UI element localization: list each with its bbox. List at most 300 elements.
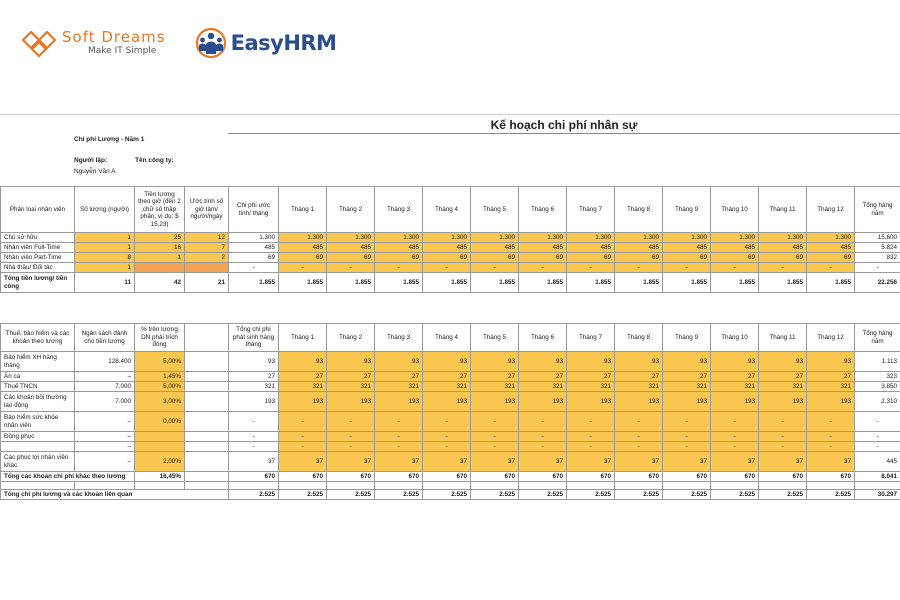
month-cell: 27 bbox=[615, 372, 663, 382]
month-cell: 321 bbox=[375, 382, 423, 392]
row-label: Tổng chi phí lương và các khoản liên quan bbox=[1, 490, 229, 500]
month-cell: 670 bbox=[663, 472, 711, 482]
month-cell: 1.855 bbox=[423, 273, 471, 293]
blank-cell bbox=[1, 482, 75, 490]
tax-header-row bbox=[1, 324, 900, 352]
hourly-wage-cell: 16 bbox=[135, 243, 185, 253]
hours-cell: 2 bbox=[185, 253, 229, 263]
budget-cell: 128.400 bbox=[75, 352, 135, 372]
month-cell: 1.300 bbox=[423, 233, 471, 243]
header-hourly-wage: Tiền lương theo giờ (đến 2 chữ số thập phân, ví dụ: $ 15,23) bbox=[135, 187, 185, 233]
annual-total-cell: 832 bbox=[855, 253, 900, 263]
month-cell: 193 bbox=[471, 392, 519, 412]
month-cell: 670 bbox=[471, 472, 519, 482]
month-cell: - bbox=[375, 412, 423, 432]
month-cell: 1.855 bbox=[807, 273, 855, 293]
hourly-wage-cell: 1 bbox=[135, 253, 185, 263]
month-cell: 670 bbox=[567, 472, 615, 482]
header-month: Tháng 5 bbox=[471, 324, 519, 352]
header-month: Tháng 2 bbox=[327, 187, 375, 233]
month-cell: - bbox=[759, 442, 807, 452]
salary-header-row bbox=[1, 187, 900, 233]
month-cell: 193 bbox=[375, 392, 423, 412]
month-cell: 485 bbox=[423, 243, 471, 253]
table-row bbox=[1, 233, 900, 243]
month-cell: 69 bbox=[615, 253, 663, 263]
month-cell: - bbox=[567, 412, 615, 432]
month-cell: 69 bbox=[375, 253, 423, 263]
row-label: Bảo hiểm sức khỏe nhân viên bbox=[1, 412, 75, 432]
month-cell: 93 bbox=[663, 352, 711, 372]
month-cell: - bbox=[615, 442, 663, 452]
spacer-cell bbox=[185, 472, 229, 482]
month-cell: 1.855 bbox=[375, 273, 423, 293]
month-cell: 193 bbox=[663, 392, 711, 412]
monthly-cost-cell: 1.300 bbox=[229, 233, 279, 243]
header-month: Tháng 4 bbox=[423, 187, 471, 233]
month-cell: 69 bbox=[279, 253, 327, 263]
month-cell: 321 bbox=[519, 382, 567, 392]
month-cell: 69 bbox=[423, 253, 471, 263]
month-cell: 37 bbox=[519, 452, 567, 472]
percent-cell: 1,45% bbox=[135, 372, 185, 382]
hours-cell: 12 bbox=[185, 233, 229, 243]
month-cell: - bbox=[663, 412, 711, 432]
month-cell: - bbox=[807, 412, 855, 432]
softdreams-diamond-icon bbox=[22, 28, 56, 58]
table-row bbox=[1, 263, 900, 273]
header-month: Tháng 10 bbox=[711, 187, 759, 233]
month-cell: 37 bbox=[615, 452, 663, 472]
month-cell: 1.855 bbox=[759, 273, 807, 293]
month-cell: 193 bbox=[567, 392, 615, 412]
count-cell: 11 bbox=[75, 273, 135, 293]
row-label: Các phúc lợi nhân viên khác bbox=[1, 452, 75, 472]
salary-total-row bbox=[1, 273, 900, 293]
blank-cell bbox=[135, 482, 185, 490]
month-cell: - bbox=[327, 412, 375, 432]
month-cell: - bbox=[423, 432, 471, 442]
month-cell: 670 bbox=[279, 472, 327, 482]
spacer-cell bbox=[185, 382, 229, 392]
header-month: Tháng 1 bbox=[279, 187, 327, 233]
table-row bbox=[1, 352, 900, 372]
month-cell: - bbox=[615, 263, 663, 273]
month-cell: - bbox=[471, 263, 519, 273]
month-cell: - bbox=[807, 263, 855, 273]
hours-cell bbox=[185, 263, 229, 273]
table-row bbox=[1, 452, 900, 472]
header-budget: Ngân sách dành cho tiền lương bbox=[75, 324, 135, 352]
blank-cell bbox=[279, 482, 327, 490]
header-month: Tháng 1 bbox=[279, 324, 327, 352]
monthly-cost-cell: - bbox=[229, 442, 279, 452]
month-cell: 93 bbox=[711, 352, 759, 372]
row-label: Nhà thầu/ Đối tác bbox=[1, 263, 75, 273]
spacer-cell bbox=[185, 432, 229, 442]
month-cell: - bbox=[615, 412, 663, 432]
month-cell: 1.855 bbox=[471, 273, 519, 293]
row-label: Tổng các khoản chi phí khác theo lương bbox=[1, 472, 135, 482]
month-cell: 69 bbox=[711, 253, 759, 263]
header-month: Tháng 5 bbox=[471, 187, 519, 233]
month-cell: 2.525 bbox=[807, 490, 855, 500]
blank-cell bbox=[185, 482, 229, 490]
month-cell: 2.525 bbox=[519, 490, 567, 500]
month-cell: - bbox=[759, 263, 807, 273]
header-tax-annual-total: Tổng hàng năm bbox=[855, 324, 900, 352]
month-cell: 27 bbox=[327, 372, 375, 382]
month-cell: - bbox=[663, 263, 711, 273]
month-cell: 1.300 bbox=[567, 233, 615, 243]
month-cell: - bbox=[471, 442, 519, 452]
softdreams-name: Soft Dreams bbox=[62, 28, 166, 46]
month-cell: 1.855 bbox=[519, 273, 567, 293]
blank-cell bbox=[75, 482, 135, 490]
month-cell: - bbox=[519, 432, 567, 442]
month-cell: - bbox=[711, 442, 759, 452]
month-cell: 2.525 bbox=[423, 490, 471, 500]
month-cell: - bbox=[279, 412, 327, 432]
budget-cell: – bbox=[75, 432, 135, 442]
monthly-cost-cell: 321 bbox=[229, 382, 279, 392]
count-cell: 8 bbox=[75, 253, 135, 263]
month-cell: 37 bbox=[471, 452, 519, 472]
month-cell: 485 bbox=[759, 243, 807, 253]
header-hours: Ước tính số giờ làm/ người/ngày bbox=[185, 187, 229, 233]
month-cell: 485 bbox=[663, 243, 711, 253]
month-cell: - bbox=[375, 432, 423, 442]
annual-total-cell: 323 bbox=[855, 372, 900, 382]
easyhrm-logo bbox=[194, 28, 337, 58]
monthly-cost-cell: 27 bbox=[229, 372, 279, 382]
percent-cell: 16,45% bbox=[135, 472, 185, 482]
month-cell: 93 bbox=[471, 352, 519, 372]
month-cell: 27 bbox=[807, 372, 855, 382]
month-cell: 27 bbox=[375, 372, 423, 382]
blank-cell bbox=[759, 482, 807, 490]
table-row bbox=[1, 412, 900, 432]
budget-cell: 7.000 bbox=[75, 382, 135, 392]
month-cell: 193 bbox=[423, 392, 471, 412]
month-cell: 37 bbox=[327, 452, 375, 472]
month-cell: 193 bbox=[759, 392, 807, 412]
month-cell: 485 bbox=[327, 243, 375, 253]
header-month: Tháng 4 bbox=[423, 324, 471, 352]
header-month: Tháng 9 bbox=[663, 324, 711, 352]
month-cell: 485 bbox=[615, 243, 663, 253]
month-cell: - bbox=[327, 263, 375, 273]
table-row bbox=[1, 432, 900, 442]
month-cell: - bbox=[807, 442, 855, 452]
month-cell: 321 bbox=[423, 382, 471, 392]
month-cell: 69 bbox=[471, 253, 519, 263]
month-cell: - bbox=[279, 263, 327, 273]
month-cell: 27 bbox=[519, 372, 567, 382]
annual-total-cell: 15.600 bbox=[855, 233, 900, 243]
blank-cell bbox=[807, 482, 855, 490]
month-cell: 93 bbox=[375, 352, 423, 372]
month-cell: 193 bbox=[711, 392, 759, 412]
annual-total-cell: 5.824 bbox=[855, 243, 900, 253]
header-month: Tháng 11 bbox=[759, 324, 807, 352]
header-monthly-cost: Chi phí ước tính/ tháng bbox=[229, 187, 279, 233]
month-cell: 485 bbox=[807, 243, 855, 253]
month-cell: 37 bbox=[279, 452, 327, 472]
annual-total-cell: 22.256 bbox=[855, 273, 900, 293]
annual-total-cell: - bbox=[855, 432, 900, 442]
month-cell: - bbox=[663, 432, 711, 442]
month-cell: 37 bbox=[375, 452, 423, 472]
month-cell: 1.300 bbox=[807, 233, 855, 243]
monthly-cost-cell: - bbox=[229, 432, 279, 442]
blank-cell bbox=[567, 482, 615, 490]
row-label: Bảo hiểm XH hàng tháng bbox=[1, 352, 75, 372]
header-tax-monthly: Tổng chi phí phát sinh hàng tháng bbox=[229, 324, 279, 352]
blank-cell bbox=[615, 482, 663, 490]
easyhrm-name: EasyHRM bbox=[230, 31, 337, 55]
month-cell: 1.300 bbox=[711, 233, 759, 243]
month-cell: 1.855 bbox=[615, 273, 663, 293]
spacer-cell bbox=[185, 412, 229, 432]
month-cell: - bbox=[423, 263, 471, 273]
header-category: Phân loại nhân viên bbox=[1, 187, 75, 233]
budget-cell: – bbox=[75, 442, 135, 452]
header-month: Tháng 7 bbox=[567, 324, 615, 352]
budget-cell: – bbox=[75, 412, 135, 432]
month-cell: 670 bbox=[759, 472, 807, 482]
monthly-cost-cell: - bbox=[229, 412, 279, 432]
row-label: Các khoản bồi thường lao động bbox=[1, 392, 75, 412]
month-cell: 27 bbox=[663, 372, 711, 382]
count-cell: 1 bbox=[75, 233, 135, 243]
month-cell: 27 bbox=[471, 372, 519, 382]
month-cell: - bbox=[375, 263, 423, 273]
monthly-cost-cell: 485 bbox=[229, 243, 279, 253]
header-month: Tháng 3 bbox=[375, 187, 423, 233]
blank-cell bbox=[471, 482, 519, 490]
page-title: Kế hoạch chi phí nhân sự bbox=[228, 118, 900, 134]
month-cell: 2.525 bbox=[279, 490, 327, 500]
month-cell: - bbox=[807, 432, 855, 442]
month-cell: 2.525 bbox=[663, 490, 711, 500]
month-cell: 27 bbox=[711, 372, 759, 382]
month-cell: 193 bbox=[519, 392, 567, 412]
row-label: Tổng tiền lương/ tiền công bbox=[1, 273, 75, 293]
table-row bbox=[1, 253, 900, 263]
month-cell: 321 bbox=[711, 382, 759, 392]
monthly-cost-cell: - bbox=[229, 263, 279, 273]
month-cell: 69 bbox=[567, 253, 615, 263]
month-cell: - bbox=[423, 412, 471, 432]
month-cell: 321 bbox=[327, 382, 375, 392]
month-cell: 27 bbox=[423, 372, 471, 382]
month-cell: - bbox=[519, 442, 567, 452]
preparer-label: Người lập: bbox=[74, 157, 108, 164]
month-cell: 2.525 bbox=[471, 490, 519, 500]
month-cell: 69 bbox=[663, 253, 711, 263]
month-cell: 321 bbox=[759, 382, 807, 392]
month-cell: 670 bbox=[327, 472, 375, 482]
month-cell: 321 bbox=[567, 382, 615, 392]
percent-cell: 5,00% bbox=[135, 382, 185, 392]
month-cell: 670 bbox=[375, 472, 423, 482]
month-cell: 485 bbox=[567, 243, 615, 253]
month-cell: 27 bbox=[567, 372, 615, 382]
header-month: Tháng 7 bbox=[567, 187, 615, 233]
softdreams-logo bbox=[22, 28, 166, 58]
monthly-cost-cell: 1.855 bbox=[229, 273, 279, 293]
percent-cell bbox=[135, 442, 185, 452]
month-cell: 69 bbox=[759, 253, 807, 263]
month-cell: 1.300 bbox=[519, 233, 567, 243]
monthly-cost-cell: 670 bbox=[229, 472, 279, 482]
month-cell: 2.525 bbox=[327, 490, 375, 500]
percent-cell: 2,00% bbox=[135, 452, 185, 472]
budget-cell: 7.000 bbox=[75, 392, 135, 412]
table-row bbox=[1, 243, 900, 253]
annual-total-cell: 1.113 bbox=[855, 352, 900, 372]
header-month: Tháng 11 bbox=[759, 187, 807, 233]
count-cell: 1 bbox=[75, 263, 135, 273]
blank-cell bbox=[663, 482, 711, 490]
month-cell: - bbox=[567, 263, 615, 273]
month-cell: 93 bbox=[807, 352, 855, 372]
row-label: Đồng phục bbox=[1, 432, 75, 442]
month-cell: 193 bbox=[615, 392, 663, 412]
monthly-cost-cell: 2.525 bbox=[229, 490, 279, 500]
blank-cell bbox=[327, 482, 375, 490]
month-cell: 37 bbox=[759, 452, 807, 472]
month-cell: 321 bbox=[807, 382, 855, 392]
month-cell: 1.300 bbox=[615, 233, 663, 243]
header-month: Tháng 2 bbox=[327, 324, 375, 352]
annual-total-cell: 2.310 bbox=[855, 392, 900, 412]
month-cell: 1.855 bbox=[279, 273, 327, 293]
softdreams-tagline: Make IT Simple bbox=[88, 46, 157, 56]
month-cell: 93 bbox=[279, 352, 327, 372]
month-cell: - bbox=[759, 412, 807, 432]
header-month: Tháng 8 bbox=[615, 324, 663, 352]
month-cell: 193 bbox=[327, 392, 375, 412]
header-month: Tháng 10 bbox=[711, 324, 759, 352]
month-cell: 670 bbox=[615, 472, 663, 482]
month-cell: 2.525 bbox=[375, 490, 423, 500]
tax-total-row bbox=[1, 472, 900, 482]
tax-table bbox=[0, 323, 900, 500]
month-cell: 2.525 bbox=[759, 490, 807, 500]
percent-cell bbox=[135, 432, 185, 442]
month-cell: 93 bbox=[519, 352, 567, 372]
blank-cell bbox=[423, 482, 471, 490]
month-cell: 37 bbox=[711, 452, 759, 472]
blank-cell bbox=[711, 482, 759, 490]
month-cell: - bbox=[567, 432, 615, 442]
month-cell: - bbox=[615, 432, 663, 442]
logo-bar bbox=[22, 26, 336, 60]
month-cell: 1.855 bbox=[711, 273, 759, 293]
annual-total-cell: - bbox=[855, 263, 900, 273]
month-cell: 1.300 bbox=[663, 233, 711, 243]
month-cell: 27 bbox=[759, 372, 807, 382]
month-cell: 485 bbox=[711, 243, 759, 253]
month-cell: 321 bbox=[471, 382, 519, 392]
month-cell: 321 bbox=[279, 382, 327, 392]
row-label: Ăn ca bbox=[1, 372, 75, 382]
month-cell: - bbox=[711, 412, 759, 432]
month-cell: 485 bbox=[279, 243, 327, 253]
month-cell: - bbox=[375, 442, 423, 452]
annual-total-cell: 445 bbox=[855, 452, 900, 472]
sheet-top-border bbox=[0, 114, 900, 115]
month-cell: 2.525 bbox=[711, 490, 759, 500]
month-cell: 193 bbox=[279, 392, 327, 412]
month-cell: 1.300 bbox=[327, 233, 375, 243]
salary-table bbox=[0, 186, 900, 293]
hourly-wage-cell: 25 bbox=[135, 233, 185, 243]
header-annual-total: Tổng hàng năm bbox=[855, 187, 900, 233]
percent-cell: 5,00% bbox=[135, 352, 185, 372]
month-cell: 37 bbox=[807, 452, 855, 472]
month-cell: - bbox=[663, 442, 711, 452]
blank-row bbox=[1, 482, 900, 490]
table-row bbox=[1, 442, 900, 452]
annual-total-cell: 30.297 bbox=[855, 490, 900, 500]
row-label: Nhân viên Full-Time bbox=[1, 243, 75, 253]
header-tax-category: Thuế, bảo hiểm và các khoản theo lương bbox=[1, 324, 75, 352]
month-cell: 93 bbox=[567, 352, 615, 372]
header-month: Tháng 9 bbox=[663, 187, 711, 233]
preparer-name: Nguyễn Văn A bbox=[74, 168, 116, 175]
month-cell: - bbox=[471, 412, 519, 432]
monthly-cost-cell: 37 bbox=[229, 452, 279, 472]
monthly-cost-cell: 193 bbox=[229, 392, 279, 412]
monthly-cost-cell: 69 bbox=[229, 253, 279, 263]
month-cell: - bbox=[711, 432, 759, 442]
hourly-wage-cell bbox=[135, 263, 185, 273]
month-cell: 37 bbox=[567, 452, 615, 472]
blank-cell bbox=[855, 482, 900, 490]
subtitle: Chi phí Lương - Năm 1 bbox=[74, 136, 145, 143]
spacer-cell bbox=[185, 372, 229, 382]
spacer-cell bbox=[185, 352, 229, 372]
row-label bbox=[1, 442, 75, 452]
month-cell: 93 bbox=[759, 352, 807, 372]
budget-cell: – bbox=[75, 452, 135, 472]
month-cell: 1.300 bbox=[375, 233, 423, 243]
month-cell: 321 bbox=[615, 382, 663, 392]
month-cell: - bbox=[519, 263, 567, 273]
month-cell: 93 bbox=[327, 352, 375, 372]
percent-cell: 0,00% bbox=[135, 412, 185, 432]
month-cell: - bbox=[759, 432, 807, 442]
month-cell: 1.855 bbox=[567, 273, 615, 293]
spacer-cell bbox=[185, 452, 229, 472]
month-cell: 193 bbox=[807, 392, 855, 412]
blank-cell bbox=[229, 482, 279, 490]
hourly-wage-cell: 42 bbox=[135, 273, 185, 293]
month-cell: - bbox=[711, 263, 759, 273]
hours-cell: 21 bbox=[185, 273, 229, 293]
month-cell: 93 bbox=[423, 352, 471, 372]
table-row bbox=[1, 372, 900, 382]
spacer-cell bbox=[185, 442, 229, 452]
table-row bbox=[1, 392, 900, 412]
annual-total-cell: - bbox=[855, 412, 900, 432]
annual-total-cell: - bbox=[855, 442, 900, 452]
month-cell: 670 bbox=[519, 472, 567, 482]
month-cell: 27 bbox=[279, 372, 327, 382]
